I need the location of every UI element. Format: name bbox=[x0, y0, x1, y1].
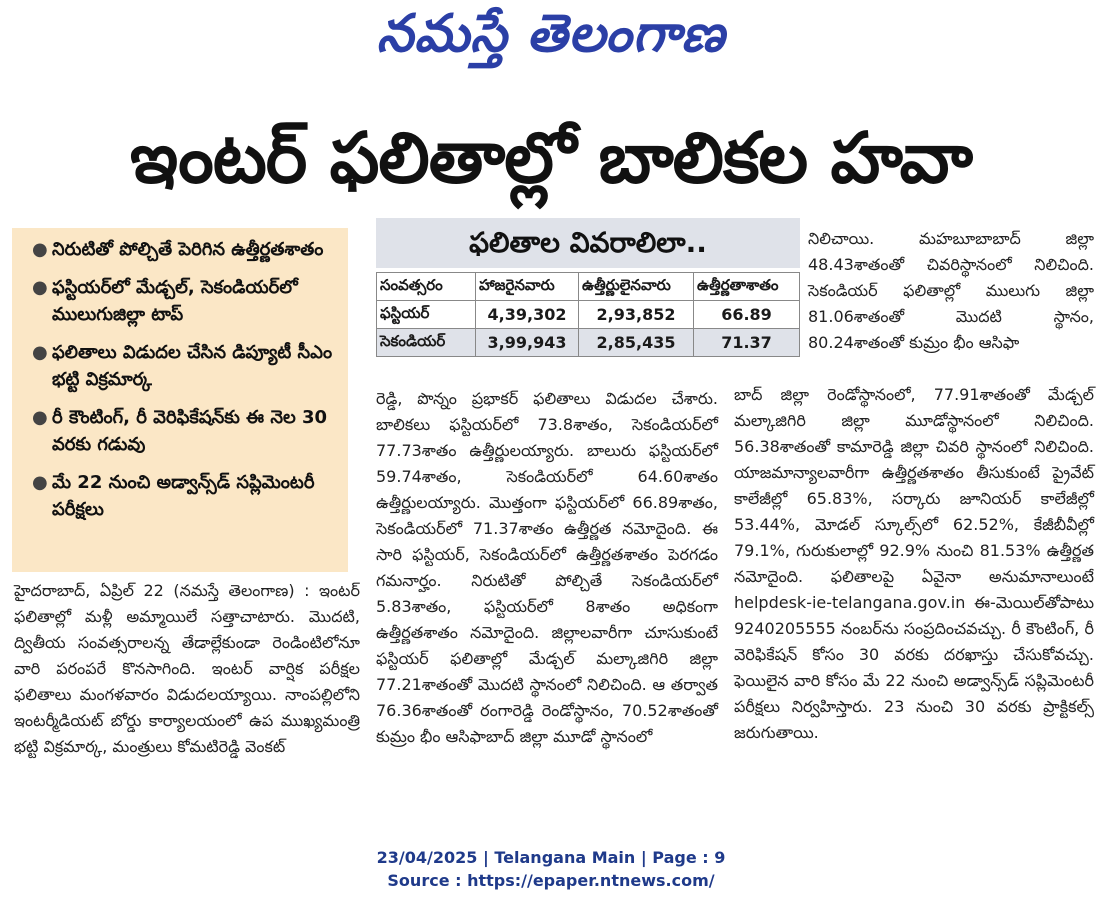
table-cell: 4,39,302 bbox=[476, 301, 579, 329]
highlights-box bbox=[12, 228, 348, 572]
column-header-year: సంవత్సరం bbox=[377, 273, 476, 301]
column-header-passed: ఉత్తీర్ణులైనవారు bbox=[579, 273, 694, 301]
bullet-icon: ● bbox=[32, 239, 48, 260]
table-cell: 2,85,435 bbox=[579, 329, 694, 357]
article-column-3-top: నిలిచాయి. మహబూబాబాద్ జిల్లా 48.43శాతంతో చివరిస్థానంలో నిలిచింది. సెకండియర్ ఫలితాల్లో ములుగు జిల్లా 81.06శాతంతో మొదటి స్థానం, 80.24శాతంతో కుమ్రం భీం ఆసిఫా bbox=[808, 229, 1094, 352]
table-cell: 66.89 bbox=[694, 301, 800, 329]
results-table bbox=[376, 272, 800, 357]
highlight-item: ● మే 22 నుంచి అడ్వాన్స్‌డ్ సప్లిమెంటరీ పరీక్షలు bbox=[26, 469, 338, 523]
table-cell: 2,93,852 bbox=[579, 301, 694, 329]
table-cell: ఫస్టియర్ bbox=[377, 301, 476, 329]
masthead-logo: నమస్తే తెలంగాణ bbox=[376, 3, 726, 64]
table-cell: 3,99,943 bbox=[476, 329, 579, 357]
bullet-icon: ● bbox=[32, 277, 48, 298]
table-cell: 71.37 bbox=[694, 329, 800, 357]
highlight-item: ● ఫలితాలు విడుదల చేసిన డిప్యూటీ సీఎం భట్టి విక్రమార్క bbox=[26, 339, 338, 393]
article-column-1: హైదరాబాద్, ఏప్రిల్ 22 (నమస్తే తెలంగాణ) : ఇంటర్ ఫలితాల్లో మళ్లీ అమ్మాయిలే సత్తాచాటారు. మొదటి, ద్వితీయ సంవత్సరాలన్న తేడాల్లేకుండా రెండింటిలోనూ వారి పరంపరే కొనసాగింది. ఇంటర్ వార్షిక పరీక్షల ఫలితాలు మంగళవారం విడుదలయ్యాయి. నాంపల్లిలోని ఇంటర్మీడియట్ బోర్డు కార్యాలయంలో ఉప ముఖ్యమంత్రి భట్టి విక్రమార్క, మంత్రులు కోమటిరెడ్డి వెంకట్ bbox=[14, 581, 360, 756]
highlight-item: ● రీ కౌంటింగ్, రీ వెరిఫికేషన్‌కు ఈ నెల 30 వరకు గడువు bbox=[26, 404, 338, 458]
highlights-list bbox=[26, 236, 338, 523]
results-table-box bbox=[376, 218, 800, 364]
highlight-item: ● నిరుటితో పోల్చితే పెరిగిన ఉత్తీర్ణతశాతం bbox=[26, 236, 338, 263]
headline: ఇంటర్ ఫలితాల్లో బాలికల హవా bbox=[129, 117, 973, 199]
results-table-title: ఫలితాల వివరాలిలా.. bbox=[376, 218, 800, 268]
bullet-icon: ● bbox=[32, 407, 48, 428]
source-link[interactable]: Source : https://epaper.ntnews.com/ bbox=[387, 871, 715, 890]
article-column-3-bottom: బాద్ జిల్లా రెండోస్థానంలో, 77.91శాతంతో మేడ్చల్ మల్కాజిగిరి జిల్లా మూడోస్థానంలో నిలిచింది. 56.38శాతంతో కామారెడ్డి జిల్లా చివరి స్థానంలో నిలిచింది. యాజమాన్యాలవారీగా ఉత్తీర్ణతశాతం తీసుకుంటే ప్రైవేట్ కాలేజీల్లో 65.83%, సర్కారు జూనియర్ కాలేజీల్లో 53.44%, మోడల్ స్కూల్స్‌లో 62.52%, కేజీబీవీల్లో 79.1%, గురుకులాల్లో 92.9% నుంచి 81.53% ఉత్తీర్ణత నమోదైంది. ఫలితాలపై ఏవైనా అనుమానాలుంటే helpdesk-ie-telangana.gov.in ఈ-మెయిల్‌తోపాటు 9240205555 నంబర్‌ను సంప్రదించవచ్చు. రీ కౌంటింగ్, రీ వెరిఫికేషన్ కోసం 30 వరకు దరఖాస్తు చేసుకోవచ్చు. ఫెయిలైన వారి కోసం మే 22 నుంచి అడ్వాన్స్‌డ్ సప్లిమెంటరీ పరీక్షలు నిర్వహిస్తారు. 23 నుంచి 30 వరకు ప్రాక్టికల్స్ జరుగుతాయి. bbox=[734, 385, 1094, 742]
table-cell: సెకండియర్ bbox=[377, 329, 476, 357]
table-row bbox=[377, 329, 800, 357]
edition-info: 23/04/2025 | Telangana Main | Page : 9 bbox=[376, 848, 726, 867]
bullet-icon: ● bbox=[32, 472, 48, 493]
table-header-row bbox=[377, 273, 800, 301]
bullet-icon: ● bbox=[32, 342, 48, 363]
table-row bbox=[377, 301, 800, 329]
article-column-2: రెడ్డి, పొన్నం ప్రభాకర్ ఫలితాలు విడుదల చేశారు. బాలికలు ఫస్టియర్‌లో 73.8శాతం, సెకండియర్‌లో 77.73శాతం ఉత్తీర్ణులయ్యారు. బాలురు ఫస్టియర్‌లో 59.74శాతం, సెకండియర్‌లో 64.60శాతం ఉత్తీర్ణులయ్యారు. మొత్తంగా ఫస్టియర్‌లో 66.89శాతం, సెకండియర్‌లో 71.37శాతం ఉత్తీర్ణత నమోదైంది. ఈ సారి ఫస్టియర్, సెకండియర్‌లో ఉత్తీర్ణతశాతం పెరగడం గమనార్హం. నిరుటితో పోల్చితే సెకండియర్‌లో 5.83శాతం, ఫస్టియర్‌లో 8శాతం అధికంగా ఉత్తీర్ణతశాతం నమోదైంది. జిల్లాలవారీగా చూసుకుంటే ఫస్టియర్ ఫలితాల్లో మేడ్చల్ మల్కాజిగిరి జిల్లా 77.21శాతంతో మొదటి స్థానంలో నిలిచింది. ఆ తర్వాత 76.36శాతంతో రంగారెడ్డి రెండోస్థానం, 70.52శాతంతో కుమ్రం భీం ఆసిఫాబాద్ జిల్లా మూడో స్థానంలో bbox=[376, 389, 718, 746]
column-header-appeared: హాజరైనవారు bbox=[476, 273, 579, 301]
highlight-item: ● ఫస్టియర్‌లో మేడ్చల్, సెకండియర్‌లో ములుగుజిల్లా టాప్ bbox=[26, 274, 338, 328]
column-header-pass-percent: ఉత్తీర్ణతాశాతం bbox=[694, 273, 800, 301]
page-footer bbox=[0, 846, 1102, 892]
